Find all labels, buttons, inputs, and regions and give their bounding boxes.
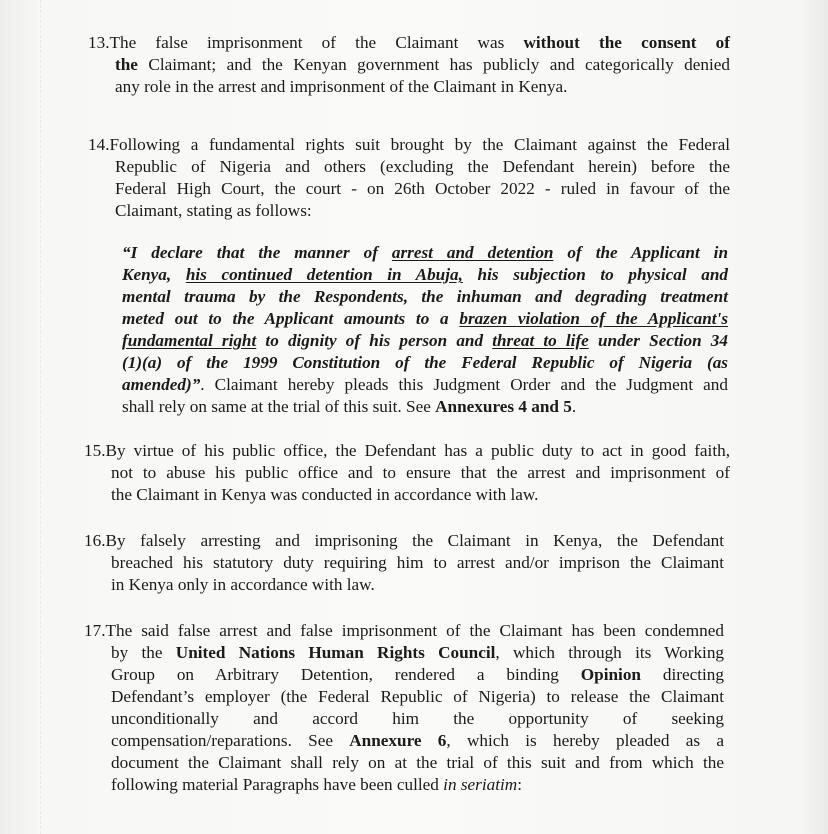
p15-line-2: not to abuse his public office and to ensure that the arrest and imprisonment of: [111, 463, 730, 482]
p16-line-2: breached his statutory duty requiring him to arrest and/or imprison the Claimant: [111, 553, 724, 572]
quote-line-4: meted out to the Applicant amounts to a brazen violation of the Applicant's: [122, 309, 729, 328]
quote-line-7: amended)”. Claimant hereby pleads this Judgment Order and the Judgment and: [122, 375, 728, 394]
quote-line-6: (1)(a) of the 1999 Constitution of the Federal Republic of Nigeria (as: [122, 353, 728, 372]
quote-line-3: mental trauma by the Respondents, the inhuman and degrading treatment: [122, 287, 728, 306]
p17-line-7: document the Claimant shall rely on at the trial of this suit and from which the: [111, 753, 724, 772]
p17-line-1: 17.The said false arrest and false imprisonment of the Claimant has been condemned: [84, 621, 724, 640]
page-edge: [40, 0, 41, 834]
p14-line-3: Federal High Court, the court - on 26th October 2022 - ruled in favour of the: [115, 179, 730, 198]
p13-line-2: the Claimant; and the Kenyan government has publicly and categorically denied: [115, 55, 730, 74]
paragraph-14: [88, 134, 730, 222]
p16-line-1: 16.By falsely arresting and imprisoning the Claimant in Kenya, the Defendant: [84, 531, 724, 550]
paragraph-17: [84, 620, 724, 796]
paragraph-16: [84, 530, 724, 596]
p17-line-8: following material Paragraphs have been culled in seriatim:: [111, 775, 522, 794]
p17-line-3: Group on Arbitrary Detention, rendered a binding Opinion directing: [111, 665, 724, 684]
p15-line-3: the Claimant in Kenya was conducted in accordance with law.: [111, 485, 539, 504]
quote-line-2: Kenya, his continued detention in Abuja, his subjection to physical and: [122, 265, 729, 284]
p17-line-2: by the United Nations Human Rights Council, which through its Working: [111, 643, 725, 662]
p15-line-1: 15.By virtue of his public office, the Defendant has a public duty to act in good faith,: [84, 441, 730, 460]
p17-line-4: Defendant’s employer (the Federal Republic of Nigeria) to release the Claimant: [111, 687, 724, 706]
p17-line-5: unconditionally and accord him the opportunity of seeking: [111, 709, 724, 728]
judgment-quote: [122, 242, 728, 418]
p13-line-3: any role in the arrest and imprisonment of the Claimant in Kenya.: [115, 77, 568, 96]
quote-line-5: fundamental right to dignity of his person and threat to life under Section 34: [122, 331, 728, 350]
p14-line-2: Republic of Nigeria and others (excluding the Defendant herein) before the: [115, 157, 730, 176]
p14-line-1: 14.Following a fundamental rights suit brought by the Claimant against the Federal: [88, 135, 730, 154]
quote-line-8: shall rely on same at the trial of this suit. See Annexures 4 and 5.: [122, 397, 577, 416]
p17-line-6: compensation/reparations. See Annexure 6, which is hereby pleaded as a: [111, 731, 724, 750]
quote-line-1: “I declare that the manner of arrest and detention of the Applicant in: [122, 243, 729, 262]
paragraph-15: [84, 440, 730, 506]
p14-line-4: Claimant, stating as follows:: [115, 201, 312, 220]
p16-line-3: in Kenya only in accordance with law.: [111, 575, 375, 594]
p13-line-1: 13.The false imprisonment of the Claimant was without the consent of: [88, 33, 730, 52]
paragraph-13: [88, 32, 730, 98]
